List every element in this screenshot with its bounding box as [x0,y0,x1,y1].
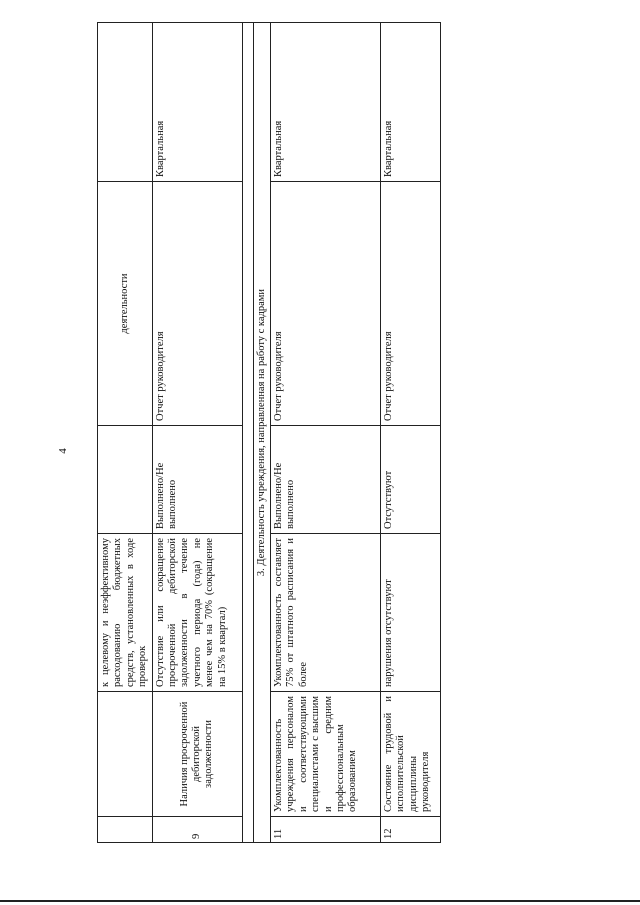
score-cell: Выполнено/Не выполнено [271,426,381,534]
row-number: 12 [381,817,441,843]
criterion-cell: Укомплектованность составляет 75% от штатного расписания и более [271,534,381,692]
report-form-cell: Отчет руководителя [271,182,381,426]
criterion-cell: Отсутствие или сокращение просроченной дебиторской задолженности в течение учетного периода (года) не менее чем на 70% (сокращение на 15% в квартал) [152,534,242,692]
report-form-cell: Отчет руководителя [152,182,242,426]
rotated-table-container [97,23,437,843]
criterion-cell: к целевому и неэффективному расходованию бюджетных средств, установленных в ходе проверок [98,534,153,692]
score-cell [98,426,153,534]
period-cell: Квартальная [271,23,381,182]
table-row-12 [381,23,441,843]
table-row-continuation [98,23,153,843]
period-cell: Квартальная [152,23,242,182]
criterion-cell: нарушения отсутствуют [381,534,441,692]
page-number: 4 [56,448,69,454]
row-number: 9 [152,817,242,843]
score-cell: Выполнено/Не выполнено [152,426,242,534]
table-separator-row [242,23,253,843]
period-cell: Квартальная [381,23,441,182]
report-form-cell: Отчет руководителя [381,182,441,426]
row-number: 11 [271,817,381,843]
table-row-11 [271,23,381,843]
report-form-cell: деятельности [98,182,153,426]
section-header-row [253,23,270,843]
indicator-cell: Укомплектованность учреждения персоналом и соответствующими специалистами с высшим и средним профессиональным образованием [271,692,381,817]
score-cell: Отсутствуют [381,426,441,534]
criteria-table [97,22,441,843]
section-3-title: 3. Деятельность учреждения, направленная на работу с кадрами [253,23,270,843]
indicator-cell: Наличия просроченной дебиторской задолженности [152,692,242,817]
indicator-cell: Состояние трудовой и исполнительской дисциплины руководителя [381,692,441,817]
row-number [98,817,153,843]
indicator-cell [98,692,153,817]
period-cell [98,23,153,182]
separator-cell [242,23,253,843]
page-bottom-edge [0,900,640,902]
table-row-9 [152,23,242,843]
